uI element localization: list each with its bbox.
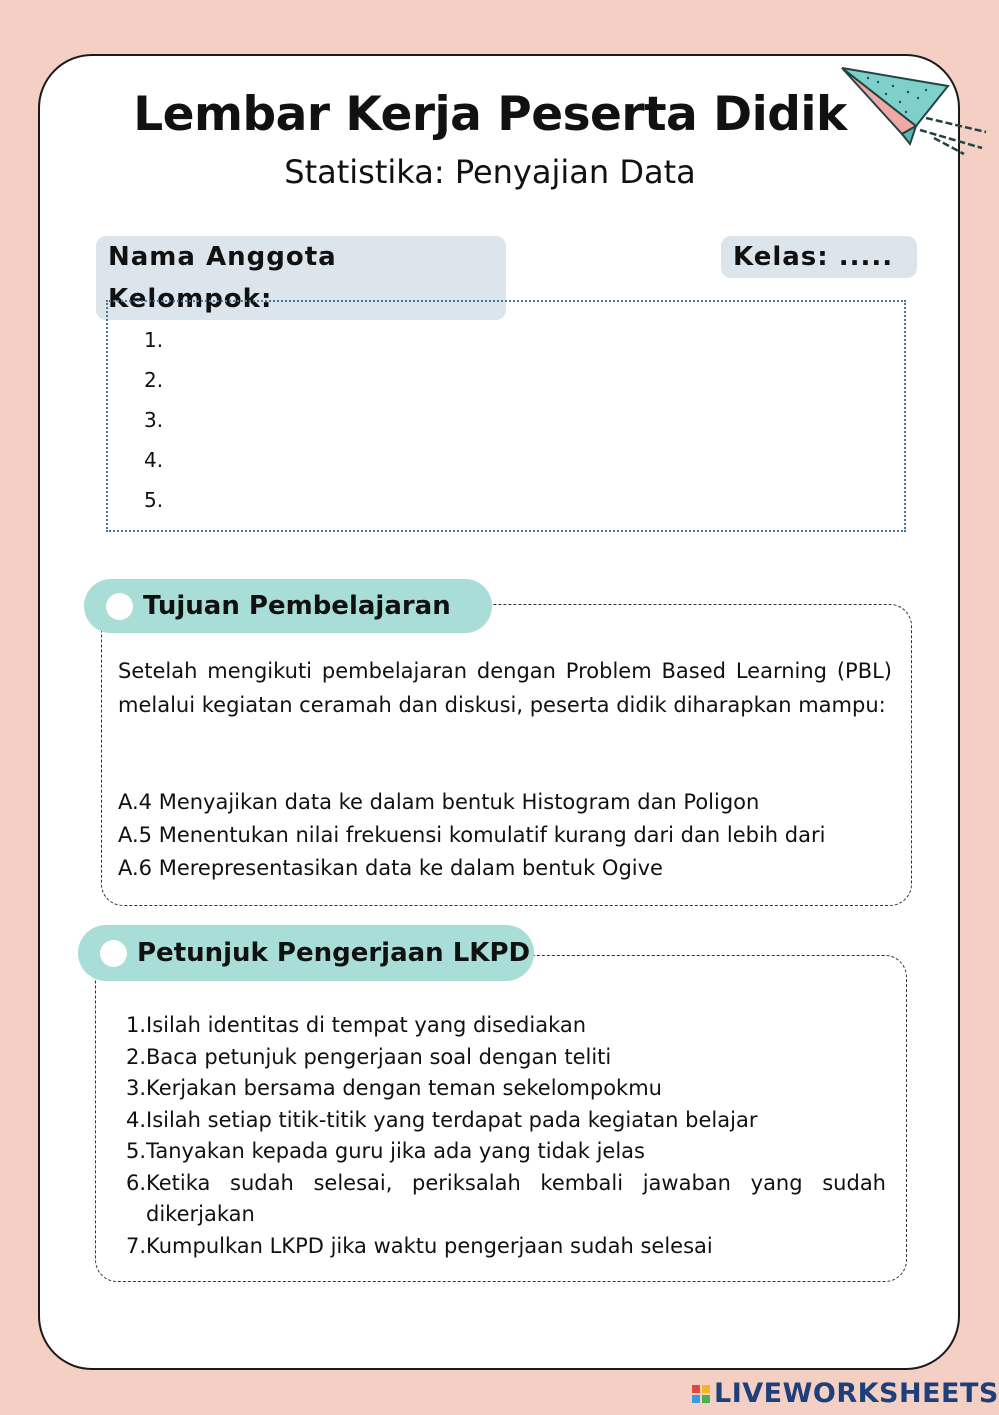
- step-number: 4.: [125, 1107, 146, 1132]
- objective-item: A.5 Menentukan nilai frekuensi komulatif kurang dari dan lebih dari: [118, 823, 826, 847]
- bullet-dot-icon: [100, 940, 127, 967]
- step-text: Kerjakan bersama dengan teman sekelompokmu: [146, 1076, 662, 1100]
- step-number: 1.: [125, 1013, 146, 1037]
- step-number: 3.: [125, 1076, 146, 1100]
- step-text: Ketika sudah selesai, periksalah kembali jawaban yang sudah dikerjakan: [146, 1170, 886, 1226]
- page-subtitle: Statistika: Penyajian Data: [284, 153, 696, 191]
- instruction-step: [124, 1105, 886, 1137]
- objectives-list: [118, 786, 825, 885]
- objectives-tab: [84, 579, 492, 633]
- page-title: Lembar Kerja Peserta Didik: [133, 87, 847, 142]
- step-text: Isilah identitas di tempat yang disediakan: [146, 1013, 587, 1037]
- instruction-step: [124, 1010, 886, 1042]
- bullet-dot-icon: [106, 593, 133, 620]
- brand-name: LIVEWORKSHEETS: [714, 1378, 999, 1409]
- member-line[interactable]: 4.: [144, 448, 164, 472]
- objectives-intro: Setelah mengikuti pembelajaran dengan Problem Based Learning (PBL) melalui kegiatan ceramah dan diskusi, peserta didik diharapkan mampu:: [118, 659, 892, 717]
- member-line[interactable]: 1.: [144, 328, 164, 352]
- step-text: Isilah setiap titik-titik yang terdapat pada kegiatan belajar: [146, 1107, 758, 1132]
- member-list: [144, 320, 163, 520]
- objectives-heading: Tujuan Pembelajaran: [143, 591, 451, 621]
- step-number: 6.: [125, 1170, 146, 1195]
- member-line[interactable]: 3.: [144, 408, 164, 432]
- member-line[interactable]: 2.: [144, 368, 164, 392]
- instructions-heading: Petunjuk Pengerjaan LKPD: [137, 938, 531, 968]
- instruction-step: [124, 1168, 886, 1231]
- step-number: 7.: [125, 1233, 146, 1258]
- step-text: Tanyakan kepada guru jika ada yang tidak jelas: [146, 1139, 645, 1163]
- objective-item: A.4 Menyajikan data ke dalam bentuk Histogram dan Poligon: [118, 790, 760, 814]
- step-number: 2.: [125, 1044, 146, 1069]
- paper-plane-icon: [838, 62, 990, 162]
- member-line[interactable]: 5.: [144, 488, 164, 512]
- group-members-label: Nama Anggota Kelompok:: [96, 236, 506, 320]
- class-field[interactable]: Kelas: .....: [721, 236, 917, 278]
- instruction-steps: [124, 1010, 886, 1262]
- instruction-step: [124, 1073, 886, 1105]
- step-number: 5.: [125, 1139, 146, 1163]
- step-text: Baca petunjuk pengerjaan soal dengan teliti: [146, 1044, 612, 1069]
- instruction-step: [124, 1042, 886, 1074]
- objective-item: A.6 Merepresentasikan data ke dalam bentuk Ogive: [118, 856, 663, 880]
- step-text: Kumpulkan LKPD jika waktu pengerjaan sudah selesai: [146, 1233, 713, 1258]
- instructions-tab: [78, 925, 534, 981]
- instruction-step: [124, 1136, 886, 1168]
- liveworksheets-icon: [692, 1385, 710, 1403]
- liveworksheets-logo[interactable]: [692, 1378, 999, 1409]
- instruction-step: [124, 1231, 886, 1263]
- group-members-box[interactable]: [106, 300, 906, 532]
